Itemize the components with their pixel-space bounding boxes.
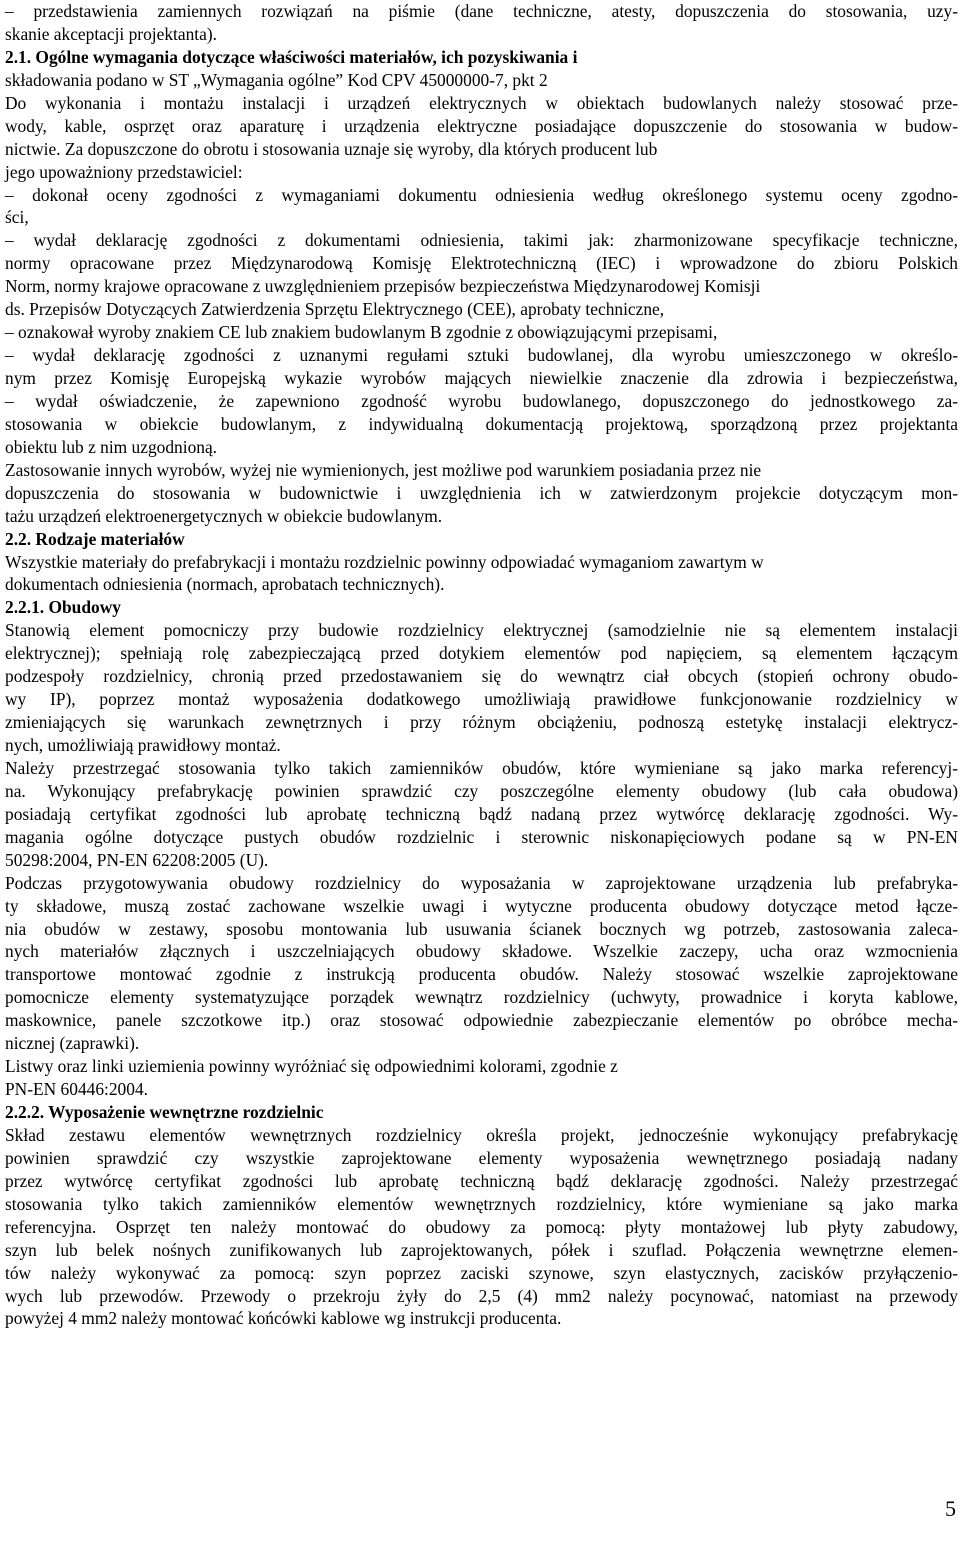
text-line: obiektu lub z nim uzgodnioną. [5, 436, 218, 457]
text-line: Wszystkie materiały do prefabrykacji i montażu rozdzielnic powinny odpowiadać wymaganiom zawartym w [5, 551, 764, 572]
text-line: Zastosowanie innych wyrobów, wyżej nie wymienionych, jest możliwe pod warunkiem posiadania przez nie [5, 459, 762, 480]
text-line: pomocnicze elementy systematyzujące porządek wewnątrz rozdzielnicy (uchwyty, prowadnice i koryta kablowe, [5, 987, 958, 1008]
text-line: nia obudów w zestawy, sposobu montowania lub usuwania ścianek bocznych wg potrzeb, zastosowania zaleca- [5, 918, 958, 939]
text-line: składowania podano w ST „Wymagania ogólne” Kod CPV 45000000-7, pkt 2 [5, 69, 548, 90]
text-line: Stanowią element pomocniczy przy budowie rozdzielnicy elektrycznej (samodzielnie nie są elementem instalacji [5, 620, 958, 641]
text-line: ds. Przepisów Dotyczących Zatwierdzenia Sprzętu Elektrycznego (CEE), aprobaty techniczne, [5, 299, 665, 320]
text-line: Podczas przygotowywania obudowy rozdzielnicy do wyposażania w zaprojektowane urządzenia lub prefabryka- [5, 872, 958, 893]
page-number: 5 [945, 1496, 956, 1521]
text-line: ści, [5, 207, 29, 228]
text-line: transportowe montować zgodnie z instrukcją producenta obudów. Należy stosować wszelkie zaprojektowane [5, 964, 958, 985]
text-line: dopuszczenia do stosowania w budownictwie i uwzględnienia ich w zatwierdzonym projekcie dotyczącym mon- [5, 482, 958, 503]
text-line: podzespoły rozdzielnicy, chronią przed przedostawaniem się do wewnątrz ciał obcych (stopień ochrony obudo- [5, 666, 958, 687]
text-line: maskownice, panele szczotkowe itp.) oraz stosować odpowiednie zabezpieczanie elementów po obróbce mecha- [5, 1010, 958, 1031]
text-line: nych materiałów złącznych i uszczelniających obudowy składowe. Wszelkie zaczepy, ucha oraz wzmocnienia [5, 941, 958, 962]
text-line: powinien sprawdzić czy wszystkie zaprojektowane elementy wyposażenia wewnętrznego posiadają nadany [5, 1147, 958, 1168]
text-line: jego upoważniony przedstawiciel: [5, 161, 243, 182]
document-page [5, 0, 960, 1330]
text-line: wody, kable, osprzęt oraz aparaturę i urządzenia elektryczne posiadające dopuszczenie do stosowania w budow- [5, 115, 958, 136]
text-line: – wydał deklarację zgodności z uznanymi regułami sztuki budowlanej, dla wyrobu umieszczonego w określo- [5, 345, 958, 366]
text-line: dokumentach odniesienia (normach, aprobatach technicznych). [5, 574, 445, 595]
text-line: referencyjna. Osprzęt ten należy montować do obudowy za pomocą: płyty montażowej lub płyty zabudowy, [5, 1216, 958, 1237]
text-line: Do wykonania i montażu instalacji i urządzeń elektrycznych w obiektach budowlanych należy stosować prze- [5, 92, 958, 113]
text-line: wych lub przewodów. Przewody o przekroju żyły do 2,5 (4) mm2 należy pocynować, natomiast na przewody [5, 1285, 958, 1306]
text-line: na. Wykonujący prefabrykację powinien sprawdzić czy poszczególne elementy obudowy (lub cała obudowa) [5, 780, 958, 801]
text-line: – oznakował wyroby znakiem CE lub znakiem budowlanym B zgodnie z obowiązującymi przepisami, [5, 322, 718, 343]
text-line: Należy przestrzegać stosowania tylko takich zamienników obudów, które wymieniane są jako marka referencyj- [5, 757, 958, 778]
text-line: stosowania tylko takich zamienników elementów wewnętrznych rozdzielnicy, które wymieniane są jako marka [5, 1193, 958, 1214]
text-line: skanie akceptacji projektanta). [5, 23, 217, 44]
section-heading: 2.1. Ogólne wymagania dotyczące właściwości materiałów, ich pozyskiwania i [5, 46, 578, 67]
text-line: zmieniających się warunkach zewnętrznych i przy różnym obciążeniu, podnoszą estetykę instalacji elektrycz- [5, 712, 958, 733]
text-line: – wydał deklarację zgodności z dokumentami odniesienia, takimi jak: zharmonizowane specyfikacje techniczne, [5, 230, 958, 251]
text-line: nych, umożliwiają prawidłowy montaż. [5, 735, 281, 755]
section-heading: 2.2. Rodzaje materiałów [5, 528, 185, 549]
text-line: wy IP), poprzez montaż wyposażenia dodatkowego umożliwiają prawidłowe funkcjonowanie rozdzielnicy w [5, 689, 958, 710]
text-line: – wydał oświadczenie, że zapewniono zgodność wyrobu budowlanego, dopuszczonego do jednostkowego za- [5, 390, 958, 411]
text-line: 50298:2004, PN-EN 62208:2005 (U). [5, 849, 269, 870]
text-line: magania ogólne dotyczące pustych obudów rozdzielnic i sterownic niskonapięciowych podane są w PN-EN [5, 826, 958, 847]
text-line: – dokonał oceny zgodności z wymaganiami dokumentu odniesienia według określonego systemu oceny zgodno- [5, 184, 958, 205]
text-line: normy opracowane przez Międzynarodową Komisję Elektrotechniczną (IEC) i wprowadzone do zbioru Polskich [5, 253, 958, 274]
text-line: tażu urządzeń elektroenergetycznych w obiekcie budowlanym. [5, 505, 443, 526]
text-line: Norm, normy krajowe opracowane z uwzględnieniem przepisów bezpieczeństwa Międzynarodowej Komisji [5, 276, 761, 297]
section-heading: 2.2.1. Obudowy [5, 597, 121, 618]
text-line: ty składowe, muszą zostać zachowane wszelkie uwagi i wytyczne producenta obudowy dotyczące metod łącze- [5, 895, 958, 916]
text-line: posiadają certyfikat zgodności lub aprobatę techniczną bądź nadaną przez wytwórcę deklarację zgodności. Wy- [5, 803, 958, 824]
text-line: szyn lub belek nośnych zunifikowanych lub zaprojektowanych, półek i szuflad. Połączenia wewnętrzne elemen- [5, 1239, 958, 1260]
text-line: tów należy wykonywać za pomocą: szyn poprzez zaciski szynowe, szyn elastycznych, zacisków przyłączenio- [5, 1262, 958, 1283]
text-line: stosowania w obiekcie budowlanym, z indywidualną dokumentacją projektową, sporządzoną przez projektanta [5, 413, 958, 434]
text-line: przez wytwórcę certyfikat zgodności lub aprobatę techniczną bądź deklarację zgodności. Należy przestrzegać [5, 1170, 958, 1191]
text-line: nicznej (zaprawki). [5, 1033, 140, 1054]
text-line: powyżej 4 mm2 należy montować końcówki kablowe wg instrukcji producenta. [5, 1308, 562, 1329]
text-line: nym przez Komisję Europejską wykazie wyrobów mających niewielkie znaczenie dla zdrowia i bezpieczeństwa, [5, 368, 958, 388]
text-line: elektrycznej); spełniają rolę zabezpieczającą przed dotykiem elementów pod napięciem, są elementem łączącym [5, 643, 958, 664]
text-line: PN-EN 60446:2004. [5, 1079, 148, 1100]
section-heading: 2.2.2. Wyposażenie wewnętrzne rozdzielnic [5, 1102, 324, 1122]
text-line: – przedstawienia zamiennych rozwiązań na piśmie (dane techniczne, atesty, dopuszczenia do stosowania, uzy- [5, 1, 958, 21]
text-line: Listwy oraz linki uziemienia powinny wyróżniać się odpowiednimi kolorami, zgodnie z [5, 1056, 618, 1077]
text-line: nictwie. Za dopuszczone do obrotu i stosowania uznaje się wyroby, dla których producent lub [5, 138, 658, 159]
text-line: Skład zestawu elementów wewnętrznych rozdzielnicy określa projekt, jednocześnie wykonujący prefabrykację [5, 1124, 958, 1145]
